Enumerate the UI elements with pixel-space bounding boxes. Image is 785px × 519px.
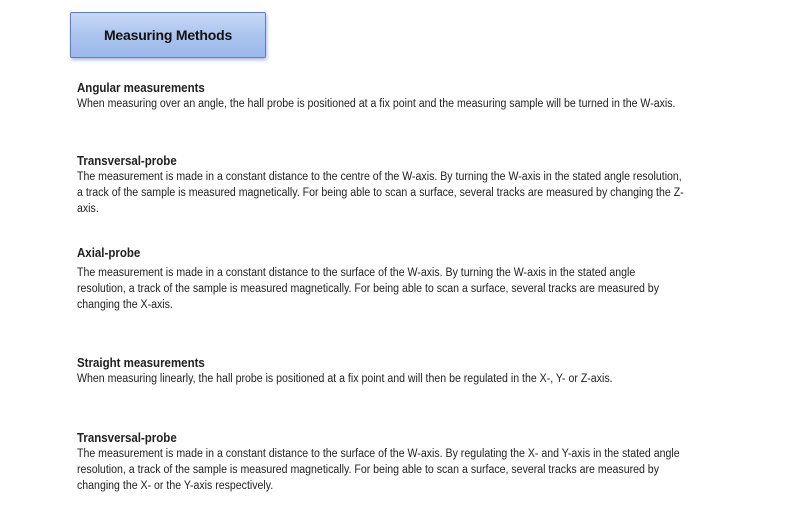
section-body: The measurement is made in a constant distance to the surface of the W-axis. By regulating the X- and Y-axis in the stated angle resolution, a track of the sample is measured magnetically. For being able to scan a surface, several tracks are measured by changing the X- or the Y-axis respectively. <box>77 448 680 492</box>
section-transversal-probe <box>77 153 697 217</box>
section-body: When measuring over an angle, the hall probe is positioned at a fix point and the measuring sample will be turned in the W-axis. <box>77 98 676 110</box>
section-body: When measuring linearly, the hall probe is positioned at a fix point and will then be regulated in the X-, Y- or Z-axis. <box>77 373 613 385</box>
section-heading: Straight measurements <box>77 356 205 370</box>
section-body: The measurement is made in a constant distance to the centre of the W-axis. By turning the W-axis in the stated angle resolution, a track of the sample is measured magnetically. For being able to scan a surface, several tracks are measured by changing the Z-axis. <box>77 171 684 215</box>
section-transversal-probe-straight <box>77 430 697 494</box>
page-title: Measuring Methods <box>103 27 233 43</box>
title-box <box>70 12 266 58</box>
section-heading: Angular measurements <box>77 81 205 95</box>
section-heading: Transversal-probe <box>77 431 177 445</box>
section-heading: Transversal-probe <box>77 154 177 168</box>
section-body: The measurement is made in a constant distance to the surface of the W-axis. By turning the W-axis in the stated angle resolution, a track of the sample is measured magnetically. For being able to scan a surface, several tracks are measured by changing the X-axis. <box>77 267 659 311</box>
section-angular-measurements <box>77 80 697 112</box>
section-heading: Axial-probe <box>77 246 141 260</box>
section-axial-probe <box>77 245 697 313</box>
section-straight-measurements <box>77 355 697 387</box>
